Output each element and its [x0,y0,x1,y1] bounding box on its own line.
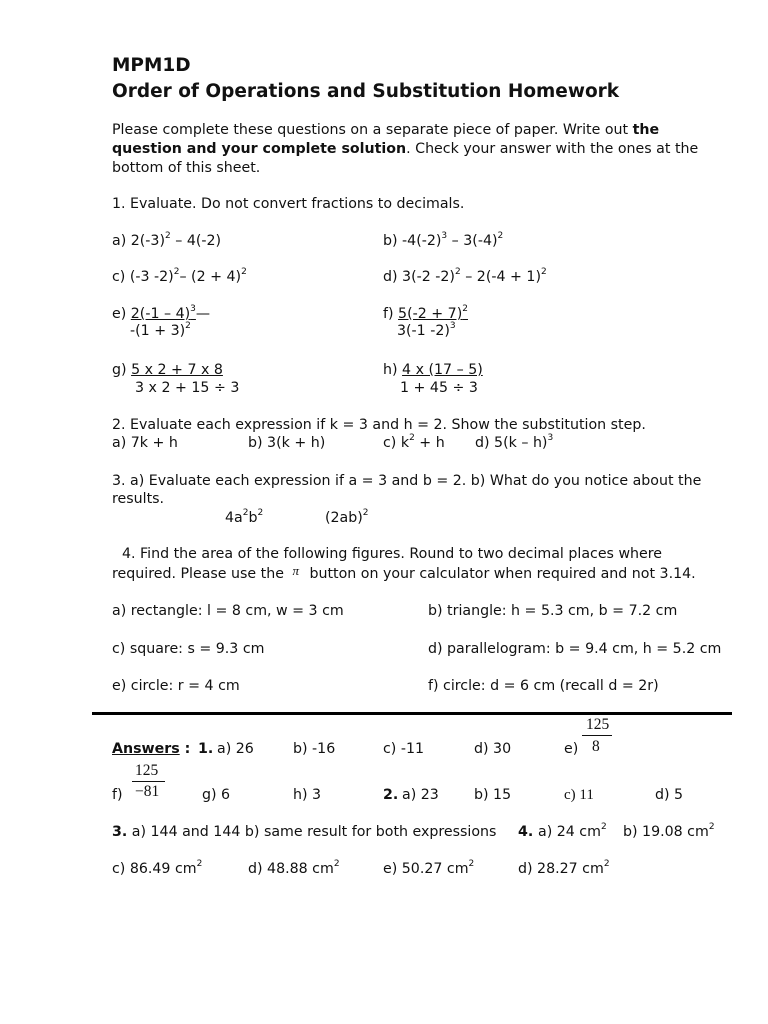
q1-h-numerator: h) 4 x (17 – 5) [383,362,483,378]
answer-1g: g) 6 [202,787,231,803]
answer-4a: a) 24 $cm^2$ [538,822,607,840]
q1-c: c) (-3 -2)$^2$– $(2 + 4)^2$ [112,267,247,285]
intro-text-1: Please complete these questions on a separate piece of paper. Write out [112,122,633,138]
q1-d: d) 3(-2 $-2)^2 - 2(-4 + 1)^2$ [383,267,547,285]
intro-text-2: . Check your answer with the ones at the bottom of this sheet. [112,141,699,176]
q4-instruction-line1: 4. Find the area of the following figures. Round to two decimal places where [122,546,663,562]
answer-2a: a) 23 [402,787,439,803]
answer-4c: c) 86.49 $cm^2$ [112,859,203,877]
answers-q2-number: 2. [383,787,399,803]
answer-2d: d) 5 [655,787,684,803]
answer-1a: a) 26 [217,741,254,757]
course-code: MPM1D [112,55,191,76]
q3-expression-1: $4a^2b^2$ [225,508,264,526]
q3-instruction-line2: results. [112,491,165,507]
q4-e: e) circle: r = 4 cm [112,678,240,694]
q4-f: f) circle: d = 6 cm (recall d = 2r) [428,678,659,694]
q1-e-numerator: e) 2(-1 – 4)$^3$— [112,304,211,322]
q1-g-numerator: g) 5 x 2 + 7 x 8 [112,362,223,378]
q2-d: d) 5(k – h)$^3$ [475,433,554,451]
answer-1d: d) 30 [474,741,512,757]
answer-1c: c) -11 [383,741,425,757]
answer-1f-fraction-bar [132,781,165,782]
q1-g-denominator: 3 x 2 + 15 ÷ 3 [135,380,240,396]
answer-4e: e) 50.27 $cm^2$ [383,859,475,877]
answer-1e-numerator: 125 [586,716,610,733]
q4-instruction-line2: required. Please use the π button on your calculator when required and not 3.14. [112,563,696,582]
q3-instruction-line1: 3. a) Evaluate each expression if a = 3 and b = 2. b) What do you notice about the [112,473,702,489]
answers-q4-number: 4. [518,824,534,840]
answer-1f-numerator: 125 [135,762,159,779]
answers-row-3: 3. a) 144 and 144 b) same result for both expressions [112,824,497,840]
q4-a: a) rectangle: l = 8 cm, w = 3 cm [112,603,344,619]
intro-text-bold: the question and your complete solution [112,122,660,157]
q4-c: c) square: s = 9.3 cm [112,641,265,657]
answer-2c: c) 11 [564,787,594,803]
answer-1e-denominator: 8 [592,738,600,755]
q1-f-denominator: 3(-1 -2)$^3$ [397,321,456,339]
q3-expression-2: $(2ab)^2$ [325,508,369,526]
answer-1b: b) -16 [293,741,336,757]
q2-instruction: 2. Evaluate each expression if k = 3 and h = 2. Show the substitution step. [112,417,646,433]
q2-a: a) 7k + h [112,435,178,451]
answer-1e-fraction-bar [582,735,612,736]
intro-paragraph [112,121,722,178]
answer-1f-label: f) [112,787,123,803]
answer-1e-label: e) [564,741,579,757]
q4-d: d) parallelogram: b = 9.4 cm, h = 5.2 cm [428,641,722,657]
answer-2b: b) 15 [474,787,512,803]
answer-4d: d) 48.88 $cm^2$ [248,859,340,877]
q1-a: a) $2(-3)^2 - 4(-2)$ [112,231,222,249]
page-title: Order of Operations and Substitution Homework [112,81,620,102]
pi-symbol: π [292,563,299,578]
answer-1h: h) 3 [293,787,322,803]
q1-h-denominator: 1 + 45 ÷ 3 [400,380,478,396]
answer-4f: d) 28.27 $cm^2$ [518,859,610,877]
q1-e-denominator: $-(1 + 3)^2$ [130,321,191,339]
q2-c: c) $k^2 + h$ [383,433,445,451]
answers-label: Answers : [112,741,191,757]
answer-1f-denominator: −81 [135,783,160,800]
q2-b: b) 3(k + h) [248,435,326,451]
q1-f-numerator: f) $5(-2 + 7)^2$ [383,304,468,322]
answers-divider [92,712,732,715]
answer-4b: b) 19.08 $cm^2$ [623,822,715,840]
q1-instruction: 1. Evaluate. Do not convert fractions to decimals. [112,196,465,212]
q1-b: b) $-4(-2)^3 - 3(-4)^2$ [383,231,504,249]
q4-b: b) triangle: h = 5.3 cm, b = 7.2 cm [428,603,678,619]
answers-q1-number: 1. [198,741,214,757]
